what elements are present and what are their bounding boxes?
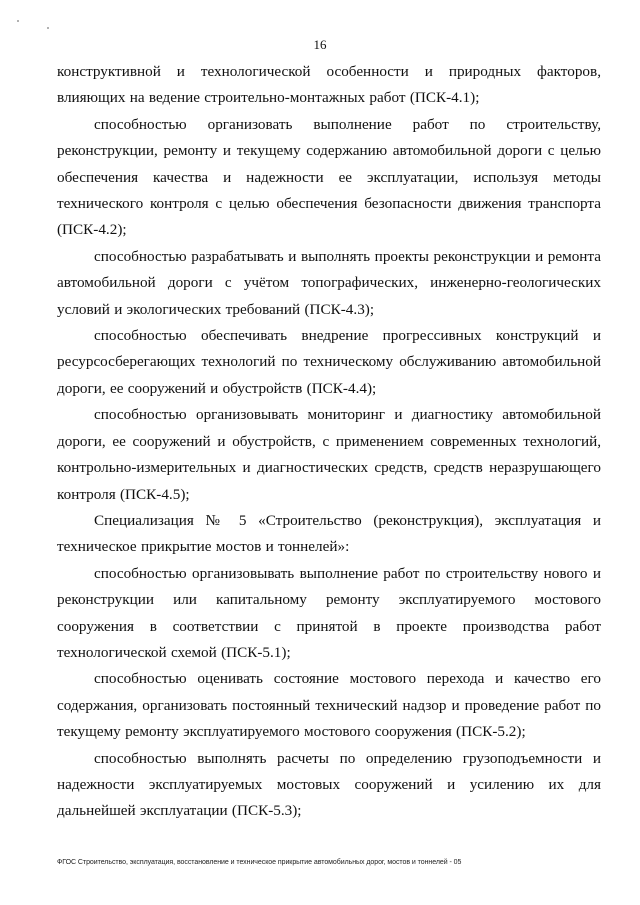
page-number: 16 [313, 37, 327, 52]
page-footer: ФГОС Строительство, эксплуатация, восстановление и техническое прикрытие автомобильных дорог, мостов и тоннелей - 05 [57, 859, 462, 866]
scan-speck [47, 27, 49, 29]
paragraph-psk-4-3: способностью разрабатывать и выполнять проекты реконструкции и ремонта автомобильной дороги с учётом топографических, инженерно-геологических условий и экологических требований (ПСК-4.3); [57, 247, 601, 318]
scan-speck [17, 20, 19, 22]
paragraph-psk-4-4: способностью обеспечивать внедрение прогрессивных конструкций и ресурсосберегающих технологий по техническому обслуживанию автомобильной дороги, ее сооружений и обустройств (ПСК-4.4); [57, 327, 601, 397]
paragraph-continuation: конструктивной и технологической особенности и природных факторов, влияющих на ведение строительно-монтажных работ (ПСК-4.1); [57, 63, 601, 107]
document-body [57, 59, 601, 825]
paragraph-psk-5-3: способностью выполнять расчеты по определению грузоподъемности и надежности эксплуатируемых мостовых сооружений и усилению их для дальнейшей эксплуатации (ПСК-5.3); [57, 749, 601, 820]
paragraph-psk-4-5: способностью организовывать мониторинг и диагностику автомобильной дороги, ее сооружений и обустройств, с применением современных технологий, контрольно-измерительных и диагностических средств, средств неразрушающего контроля (ПСК-4.5); [57, 406, 601, 503]
paragraph-psk-5-2: способностью оценивать состояние мостового перехода и качество его содержания, организовать постоянный технический надзор и проведение работ по текущему ремонту эксплуатируемого мостового сооружения (ПСК-5.2); [57, 670, 601, 741]
paragraph-psk-5-1: способностью организовывать выполнение работ по строительству нового и реконструкции или капитальному ремонту эксплуатируемого мостового сооружения в соответствии с принятой в проекте производства работ технологической схемой (ПСК-5.1); [57, 564, 601, 661]
paragraph-psk-4-2: способностью организовать выполнение работ по строительству, реконструкции, ремонту и текущему содержанию автомобильной дороги с целью обеспечения качества и надежности ее эксплуатации, используя методы технического контроля с целью обеспечения безопасности движения транспорта (ПСК-4.2); [57, 115, 601, 239]
specialization-heading: Специализация № 5 «Строительство (реконструкция), эксплуатация и техническое прикрытие мостов и тоннелей»: [57, 511, 601, 556]
